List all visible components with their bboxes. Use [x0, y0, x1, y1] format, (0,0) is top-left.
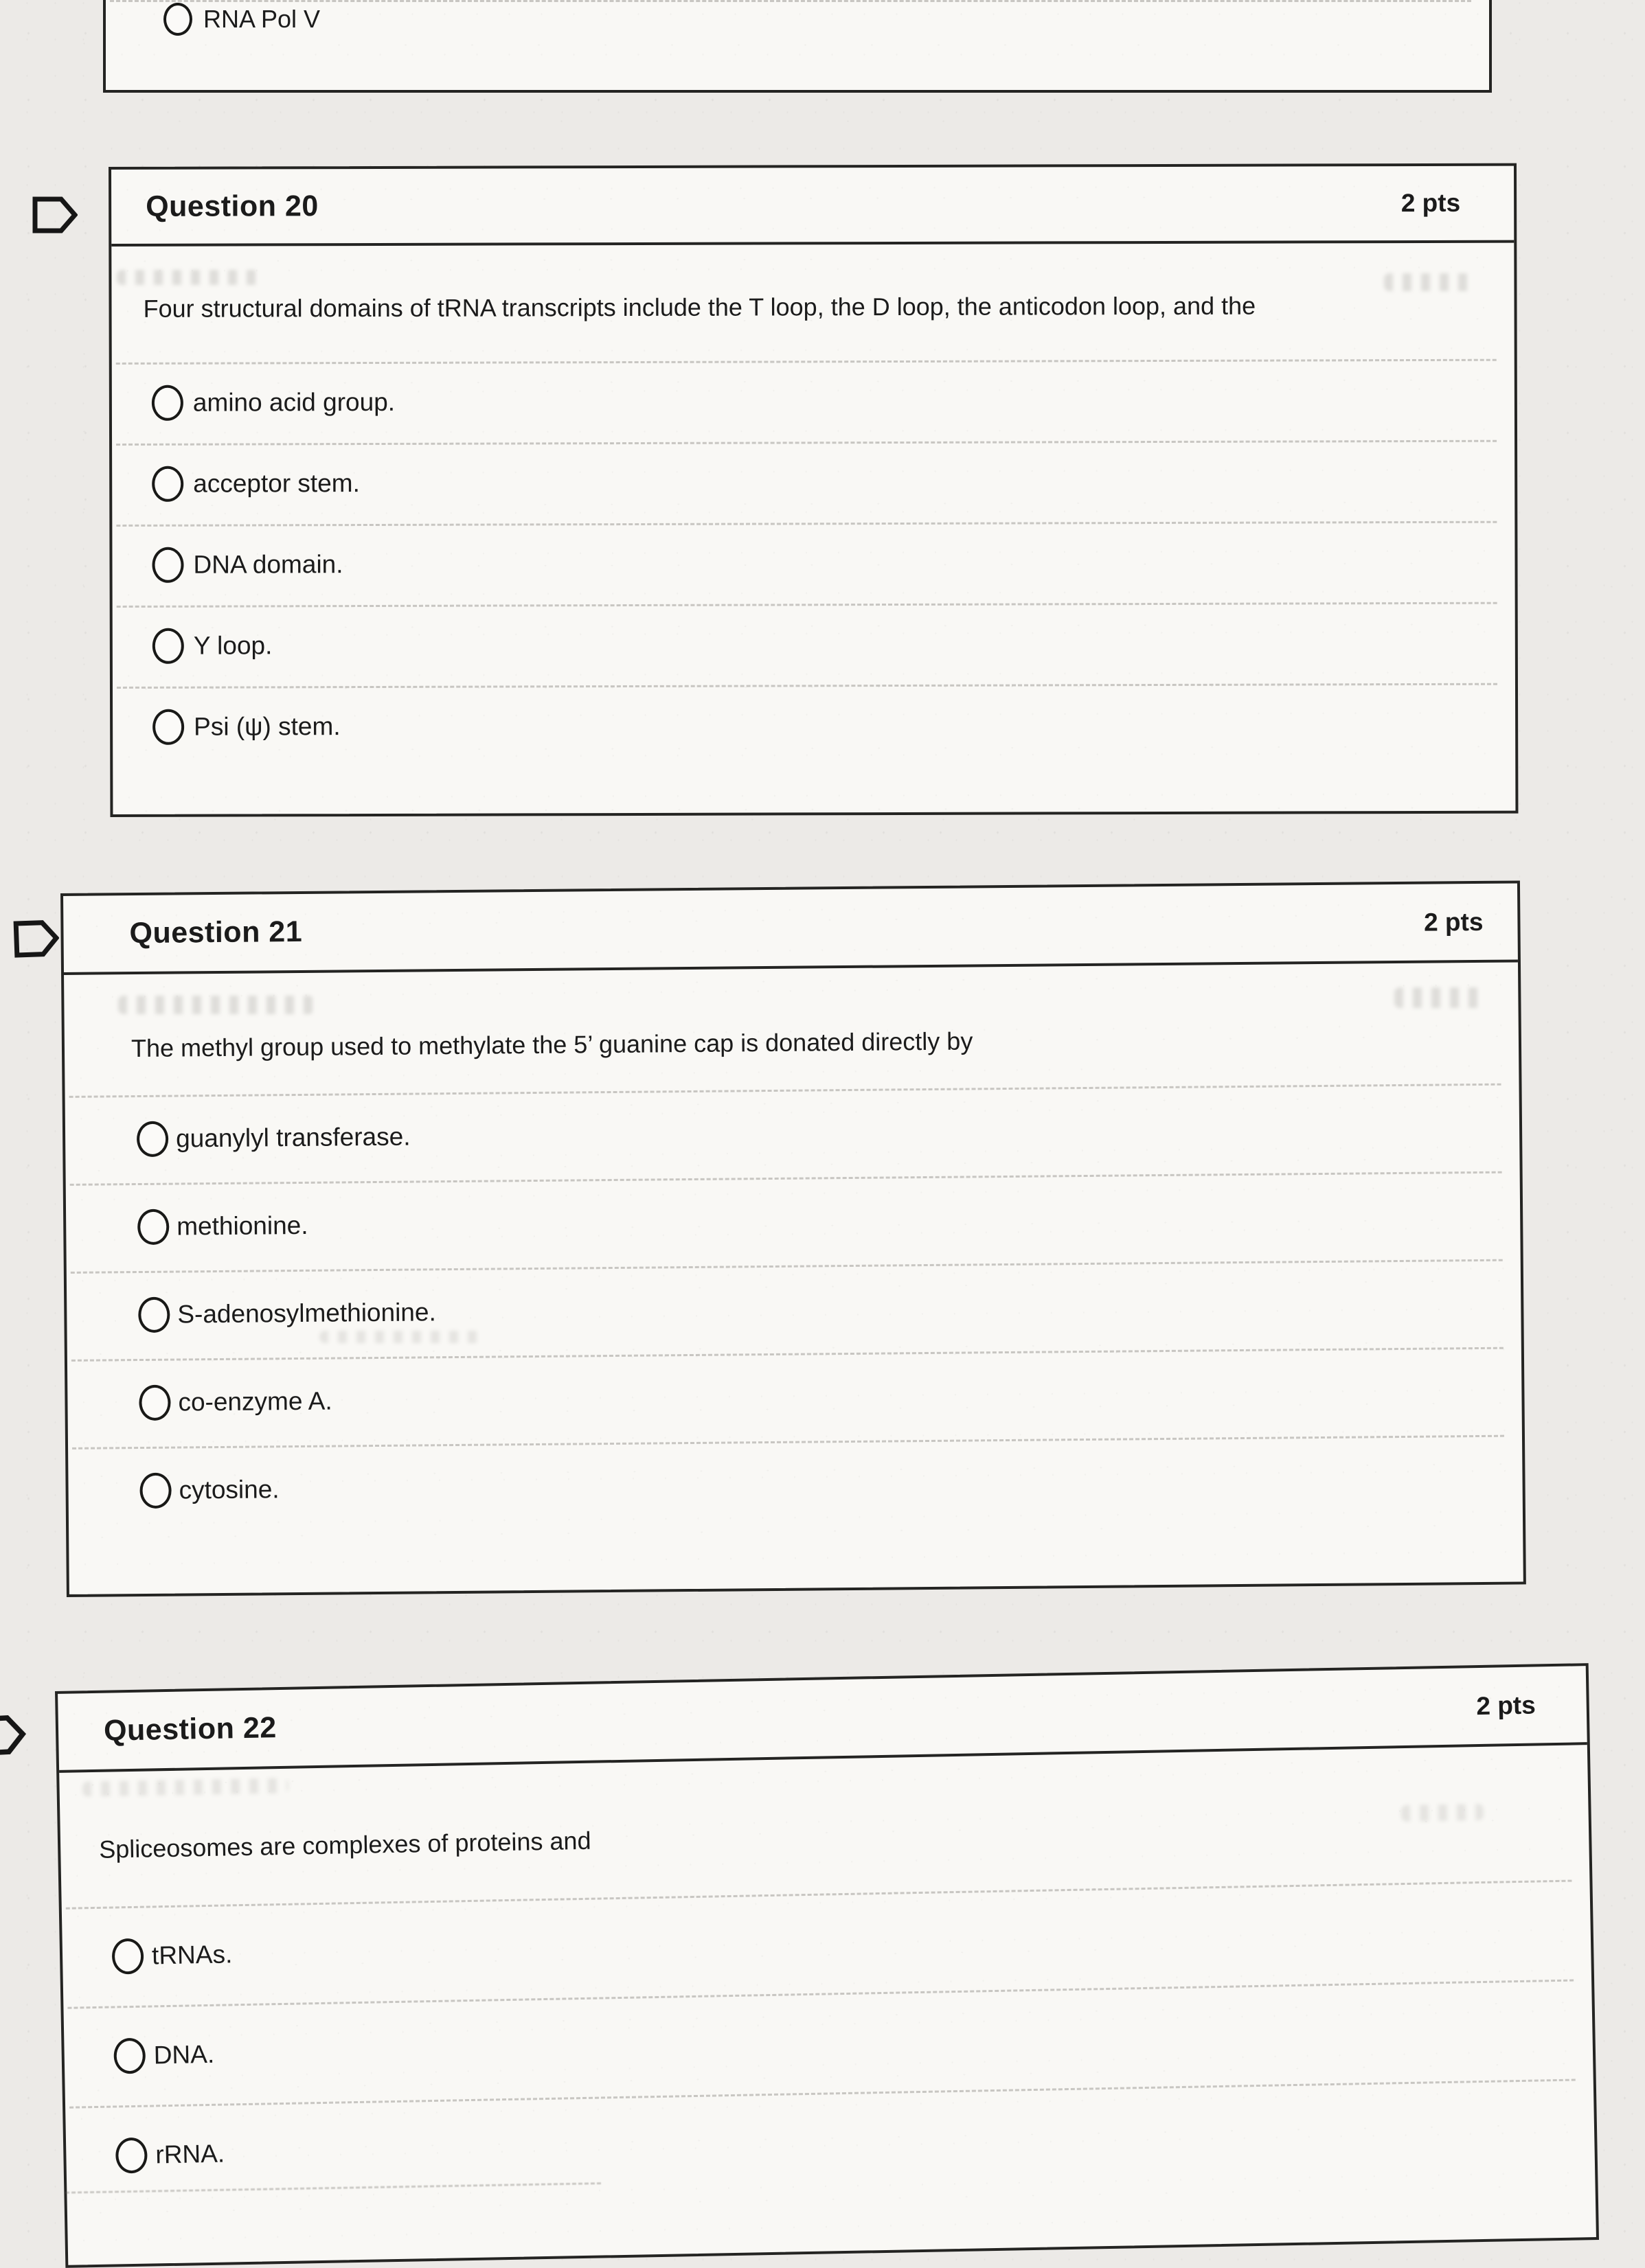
question-prompt: Spliceosomes are complexes of proteins and: [98, 1826, 591, 1864]
radio-button[interactable]: [152, 466, 183, 502]
answer-option[interactable]: [112, 440, 1514, 525]
answer-label: rRNA.: [155, 2139, 225, 2168]
flag-icon[interactable]: [0, 1714, 27, 1756]
answer-option[interactable]: [67, 1347, 1522, 1447]
answer-option[interactable]: [113, 602, 1515, 687]
points-badge: 2 pts: [1400, 188, 1461, 218]
flag-icon[interactable]: [13, 919, 60, 958]
answer-option[interactable]: [66, 1171, 1521, 1271]
radio-button[interactable]: [139, 1473, 171, 1509]
answer-label: Psi (ψ) stem.: [194, 712, 341, 741]
answer-label: DNA.: [153, 2039, 215, 2069]
answer-options: [65, 1083, 1523, 1535]
radio-button[interactable]: [152, 709, 184, 745]
radio-button[interactable]: [138, 1297, 170, 1333]
question-body: [60, 1807, 1596, 2206]
question-body: [111, 290, 1515, 768]
answer-option[interactable]: [65, 1083, 1520, 1183]
question-title: Question 21: [129, 915, 303, 950]
radio-button[interactable]: [139, 1385, 170, 1421]
answer-label: co-enzyme A.: [178, 1386, 332, 1417]
answer-option[interactable]: [112, 359, 1514, 444]
question-title: Question 20: [146, 189, 319, 223]
question-card: [55, 1663, 1599, 2268]
answer-option[interactable]: [106, 0, 1489, 38]
radio-button[interactable]: [137, 1121, 168, 1157]
radio-button[interactable]: [115, 2137, 148, 2173]
flag-icon[interactable]: [32, 196, 78, 233]
answer-label: tRNAs.: [151, 1939, 233, 1969]
answer-label: acceptor stem.: [193, 469, 360, 498]
answer-option[interactable]: [68, 1434, 1523, 1535]
radio-button[interactable]: [113, 2037, 146, 2074]
answer-option[interactable]: [113, 683, 1515, 768]
answer-label: guanylyl transferase.: [175, 1122, 411, 1153]
radio-button[interactable]: [163, 3, 192, 36]
question-card: [60, 880, 1526, 1597]
question-body: [65, 1020, 1523, 1535]
answer-option[interactable]: [112, 521, 1514, 606]
answer-option[interactable]: [67, 1259, 1521, 1359]
question-header: [58, 1666, 1587, 1773]
question-card-partial: [103, 0, 1492, 93]
radio-button[interactable]: [137, 1209, 169, 1245]
points-badge: 2 pts: [1475, 1691, 1536, 1720]
answer-label: cytosine.: [179, 1475, 280, 1504]
answer-label: DNA domain.: [193, 550, 343, 579]
radio-button[interactable]: [152, 628, 184, 664]
answer-options: [112, 359, 1516, 768]
answer-label: methionine.: [177, 1211, 308, 1241]
question-prompt: Four structural domains of tRNA transcripts include the T loop, the D loop, the anticodon loop, and the: [143, 291, 1256, 323]
question-header: [63, 883, 1518, 974]
question-title: Question 22: [103, 1711, 277, 1748]
question-card: [109, 163, 1518, 817]
radio-button[interactable]: [152, 385, 183, 421]
answer-label: Y loop.: [193, 631, 273, 660]
answer-label: S-adenosylmethionine.: [177, 1298, 436, 1329]
answer-options: [62, 1879, 1596, 2206]
answer-label: RNA Pol V: [203, 5, 321, 33]
radio-button[interactable]: [152, 547, 183, 583]
question-header: [111, 166, 1514, 247]
answer-label: amino acid group.: [192, 387, 396, 417]
points-badge: 2 pts: [1423, 907, 1484, 937]
question-prompt: The methyl group used to methylate the 5’ guanine cap is donated directly by: [131, 1027, 973, 1063]
radio-button[interactable]: [112, 1938, 144, 1974]
